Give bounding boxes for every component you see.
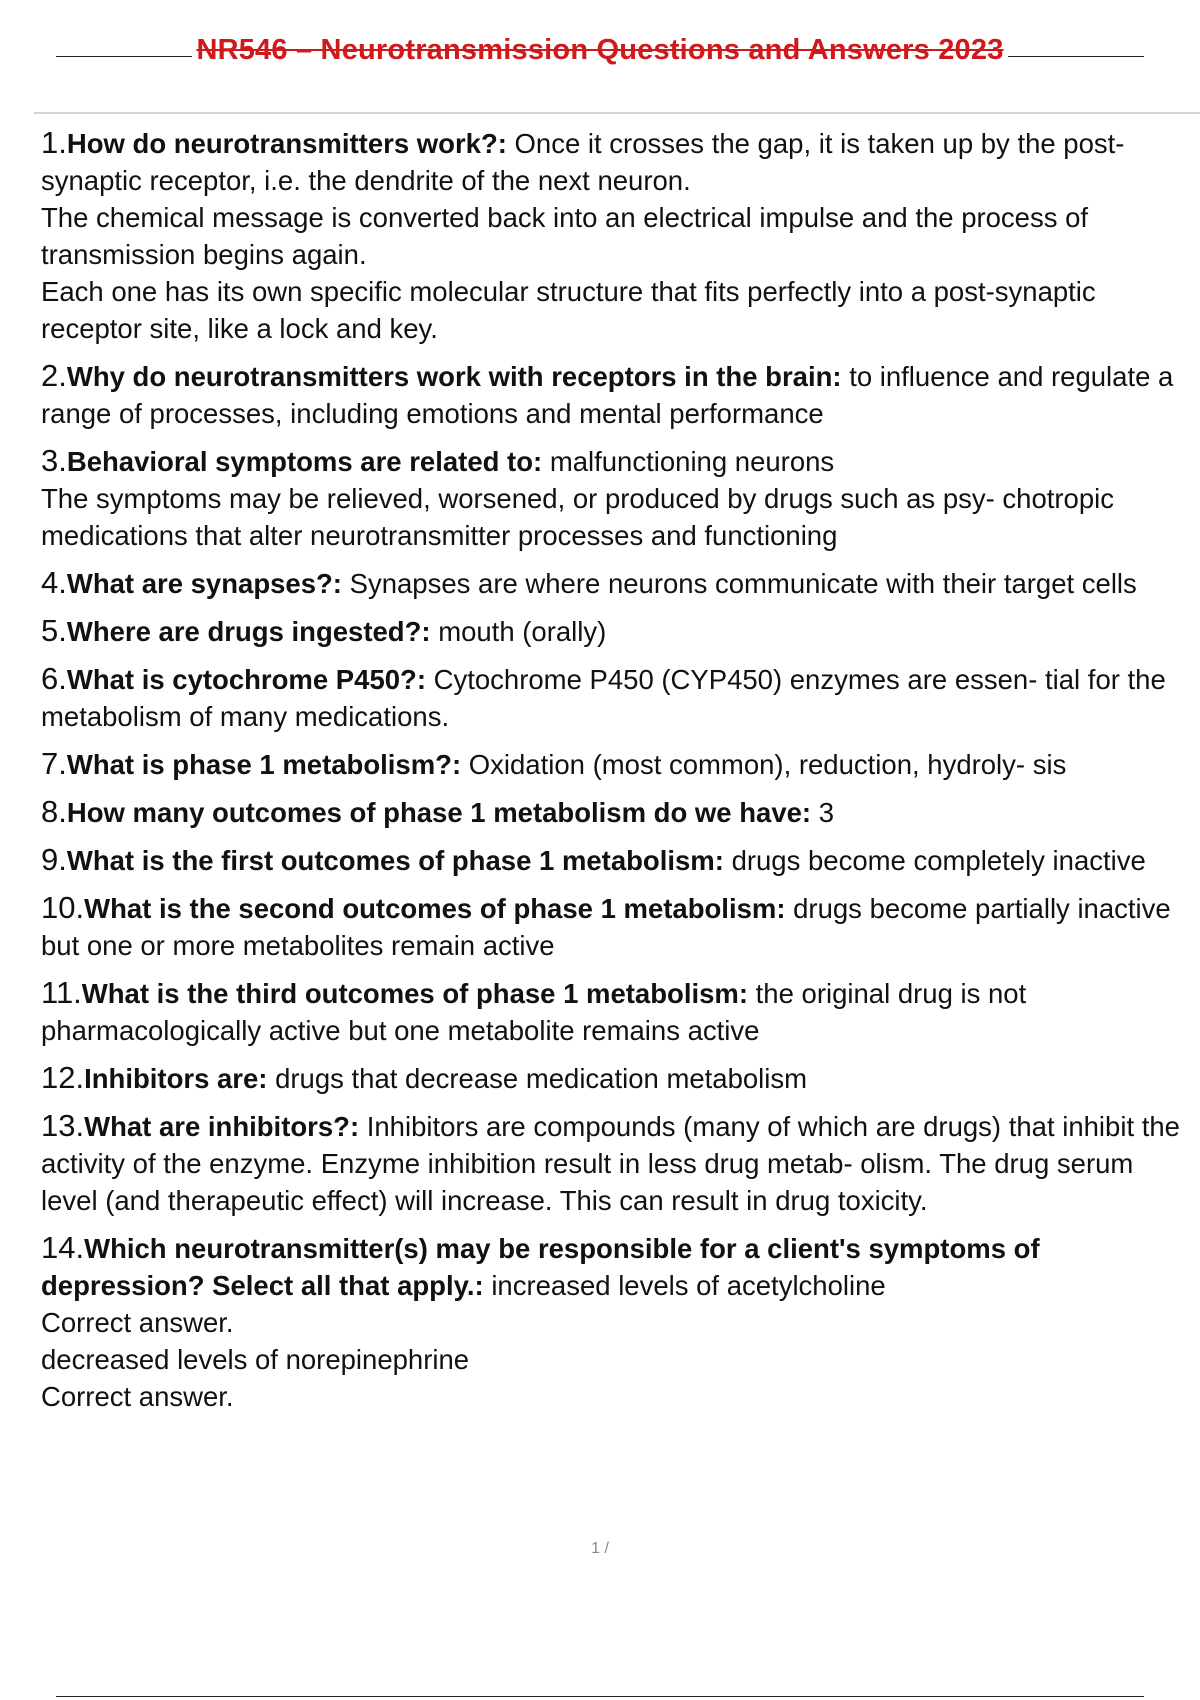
- header-separator: [34, 112, 1200, 114]
- answer-text: malfunctioning neurons: [549, 446, 835, 477]
- question-number: 14.: [41, 1230, 85, 1265]
- question-text: What are inhibitors?:: [84, 1111, 360, 1142]
- answer-text: Once it crosses the gap, it is taken up by the post-synaptic receptor, i.e. the dendrite of the next neuron.: [41, 128, 1125, 196]
- question-text: Why do neurotransmitters work with receptors in the brain:: [66, 361, 842, 392]
- answer-continuation: Correct answer.: [41, 1307, 234, 1338]
- qa-item-5: [41, 612, 1191, 650]
- answer-text: the original drug is not pharmacologically active but one metabolite remains active: [41, 978, 1027, 1046]
- question-text: What are synapses?:: [66, 568, 342, 599]
- question-number: 9.: [41, 842, 67, 877]
- page-number: 1 /: [591, 1540, 609, 1557]
- question-text: What is the second outcomes of phase 1 metabolism:: [84, 893, 786, 924]
- question-text: Where are drugs ingested?:: [66, 616, 431, 647]
- question-number: 8.: [41, 794, 67, 829]
- qa-item-4: [41, 564, 1191, 602]
- qa-item-8: [41, 793, 1191, 831]
- question-number: 13.: [41, 1108, 85, 1143]
- answer-continuation: decreased levels of norepinephrine: [41, 1344, 470, 1375]
- qa-item-12: [41, 1059, 1191, 1097]
- answer-continuation: The chemical message is converted back into an electrical impulse and the process of transmission begins again.: [41, 202, 1089, 270]
- question-number: 10.: [41, 890, 85, 925]
- question-text: What is the third outcomes of phase 1 metabolism:: [81, 978, 749, 1009]
- document-title-text: NR546 – Neurotransmission Questions and Answers 2023: [192, 34, 1007, 66]
- answer-continuation: Each one has its own specific molecular structure that fits perfectly into a post-synaptic receptor site, like a lock and key.: [41, 276, 1096, 344]
- qa-item-13: [41, 1107, 1191, 1219]
- qa-item-7: [41, 745, 1191, 783]
- question-text: Which neurotransmitter(s) may be responsible for a client's symptoms of depression? Select all that apply.:: [41, 1233, 1040, 1301]
- qa-item-1: [41, 124, 1191, 347]
- question-number: 3.: [41, 443, 67, 478]
- question-text: What is cytochrome P450?:: [66, 664, 426, 695]
- qa-item-2: [41, 357, 1191, 432]
- qa-item-6: [41, 660, 1191, 735]
- answer-text: Inhibitors are compounds (many of which are drugs) that inhibit the activity of the enzyme. Enzyme inhibition result in less drug metab- olism. The drug serum level (and therapeutic effect) will increase. This can result in drug toxicity.: [41, 1111, 1180, 1216]
- question-text: How many outcomes of phase 1 metabolism do we have:: [66, 797, 812, 828]
- answer-continuation: Correct answer.: [41, 1381, 234, 1412]
- question-number: 2.: [41, 358, 67, 393]
- answer-text: increased levels of acetylcholine: [491, 1270, 886, 1301]
- answer-text: mouth (orally): [438, 616, 607, 647]
- qa-item-3: [41, 442, 1191, 554]
- question-number: 12.: [41, 1060, 85, 1095]
- question-number: 6.: [41, 661, 67, 696]
- answer-text: 3: [818, 797, 835, 828]
- answer-text: Oxidation (most common), reduction, hydroly- sis: [468, 749, 1067, 780]
- qa-item-10: [41, 889, 1191, 964]
- answer-continuation: The symptoms may be relieved, worsened, or produced by drugs such as psy- chotropic medications that alter neurotransmitter processes and functioning: [41, 483, 1114, 551]
- question-number: 4.: [41, 565, 67, 600]
- question-text: What is phase 1 metabolism?:: [66, 749, 462, 780]
- question-number: 1.: [41, 125, 67, 160]
- answer-text: drugs become partially inactive but one or more metabolites remain active: [41, 893, 1171, 961]
- footer-rule: [56, 1696, 1144, 1697]
- question-text: Inhibitors are:: [84, 1063, 268, 1094]
- answer-text: drugs that decrease medication metabolism: [275, 1063, 808, 1094]
- question-text: Behavioral symptoms are related to:: [66, 446, 543, 477]
- answer-text: Cytochrome P450 (CYP450) enzymes are essen- tial for the metabolism of many medications.: [41, 664, 1166, 732]
- qa-item-9: [41, 841, 1191, 879]
- answer-text: to influence and regulate a range of processes, including emotions and mental performance: [41, 361, 1174, 429]
- qa-item-14: [41, 1229, 1191, 1415]
- answer-text: drugs become completely inactive: [731, 845, 1146, 876]
- question-text: How do neurotransmitters work?:: [66, 128, 507, 159]
- answer-text: Synapses are where neurons communicate with their target cells: [349, 568, 1137, 599]
- question-number: 11.: [41, 975, 82, 1010]
- question-number: 5.: [41, 613, 67, 648]
- question-text: What is the first outcomes of phase 1 metabolism:: [66, 845, 724, 876]
- qa-item-11: [41, 974, 1191, 1049]
- qa-list: [41, 124, 1191, 1425]
- question-number: 7.: [41, 746, 67, 781]
- document-title: [0, 34, 1200, 67]
